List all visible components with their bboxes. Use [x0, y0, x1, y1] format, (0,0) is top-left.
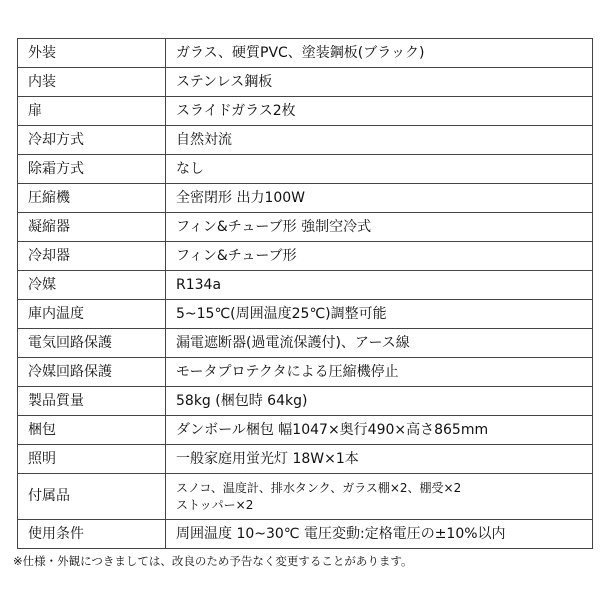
spec-row-operating-conditions: [18, 520, 593, 549]
spec-label: 内装: [18, 68, 166, 97]
spec-row-refrigerant-circuit-protection: [18, 358, 593, 387]
spec-label: 製品質量: [18, 387, 166, 416]
spec-value: ダンボール梱包 幅1047×奥行490×高さ865mm: [166, 416, 593, 445]
spec-label: 電気回路保護: [18, 329, 166, 358]
spec-row-product-weight: [18, 387, 593, 416]
spec-value: R134a: [166, 271, 593, 300]
footnote: ※仕様・外観につきましては、改良のため予告なく変更することがあります。: [13, 554, 413, 568]
spec-table: [17, 38, 593, 549]
spec-row-interior: [18, 68, 593, 97]
spec-row-evaporator: [18, 242, 593, 271]
spec-row-compressor: [18, 184, 593, 213]
spec-value: スライドガラス2枚: [166, 97, 593, 126]
spec-value: 漏電遮断器(過電流保護付)、アース線: [166, 329, 593, 358]
spec-label: 冷媒: [18, 271, 166, 300]
spec-label: 凝縮器: [18, 213, 166, 242]
spec-row-circuit-protection: [18, 329, 593, 358]
spec-value: 全密閉形 出力100W: [166, 184, 593, 213]
spec-row-condenser: [18, 213, 593, 242]
spec-value: ガラス、硬質PVC、塗装鋼板(ブラック): [166, 39, 593, 68]
spec-label: 庫内温度: [18, 300, 166, 329]
spec-label: 使用条件: [18, 520, 166, 549]
spec-row-door: [18, 97, 593, 126]
spec-label: 照明: [18, 445, 166, 474]
spec-value: モータプロテクタによる圧縮機停止: [166, 358, 593, 387]
spec-label: 外装: [18, 39, 166, 68]
spec-label: 冷却器: [18, 242, 166, 271]
spec-row-defrost-method: [18, 155, 593, 184]
spec-row-exterior: [18, 39, 593, 68]
spec-label: 冷却方式: [18, 126, 166, 155]
spec-value: 周囲温度 10~30℃ 電圧変動:定格電圧の±10%以内: [166, 520, 593, 549]
spec-row-refrigerant: [18, 271, 593, 300]
spec-label: 圧縮機: [18, 184, 166, 213]
spec-value: 58kg (梱包時 64kg): [166, 387, 593, 416]
spec-value: フィン&チューブ形 強制空冷式: [166, 213, 593, 242]
spec-label: 冷媒回路保護: [18, 358, 166, 387]
spec-label: 除霜方式: [18, 155, 166, 184]
spec-value: 自然対流: [166, 126, 593, 155]
spec-row-accessories: [18, 474, 593, 520]
spec-value: なし: [166, 155, 593, 184]
spec-row-packaging: [18, 416, 593, 445]
spec-label: 扉: [18, 97, 166, 126]
spec-row-cooling-method: [18, 126, 593, 155]
spec-row-internal-temperature: [18, 300, 593, 329]
spec-label: 付属品: [18, 474, 166, 520]
spec-value: 一般家庭用蛍光灯 18W×1本: [166, 445, 593, 474]
spec-value: [166, 474, 593, 520]
spec-value-line: ストッパー×2: [176, 497, 254, 512]
spec-value: フィン&チューブ形: [166, 242, 593, 271]
spec-value-line: スノコ、温度計、排水タンク、ガラス棚×2、棚受×2: [176, 481, 462, 496]
spec-label: 梱包: [18, 416, 166, 445]
spec-row-lighting: [18, 445, 593, 474]
spec-value: 5~15℃(周囲温度25℃)調整可能: [166, 300, 593, 329]
spec-value: ステンレス鋼板: [166, 68, 593, 97]
